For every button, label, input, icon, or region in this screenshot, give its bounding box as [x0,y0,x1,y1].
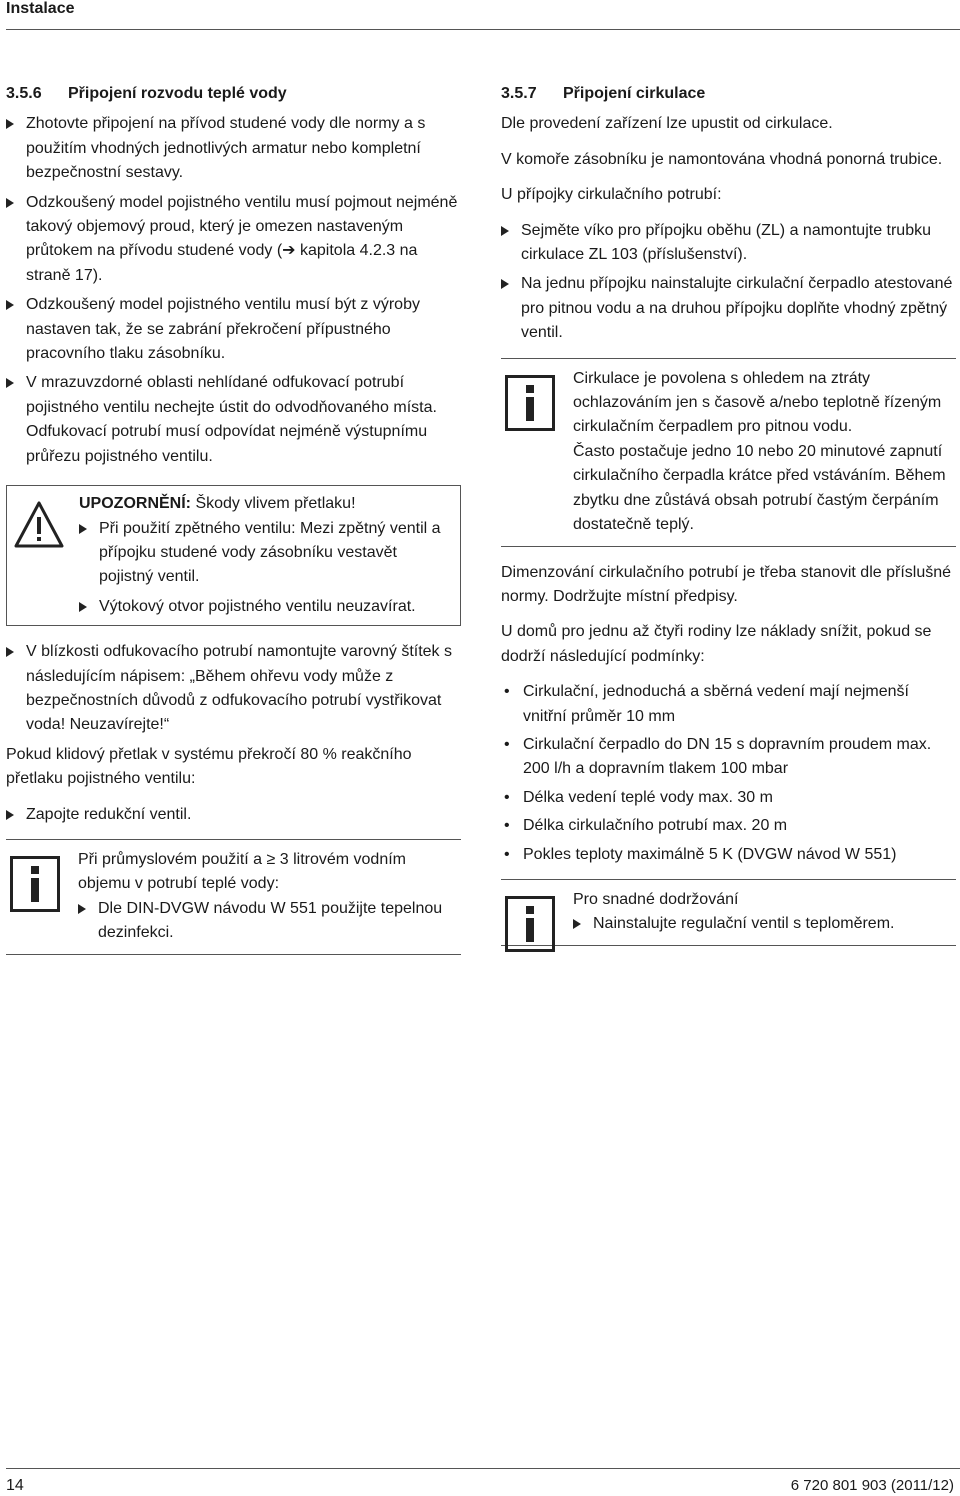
paragraph: V komoře zásobníku je namontována vhodná ponorná trubice. [501,150,943,168]
list-item-text: Při použití zpětného ventilu: Mezi zpětný ventil a přípojku studené vody zásobníku vestavět pojistný ventil. [99,519,441,586]
dot-bullet-icon: • [504,845,510,863]
list-item-text: Odzkoušený model pojistného ventilu musí pojmout nejméně takový objemový proud, který je omezen nastaveným průtokem na přívodu studené vody (➔ kapitola 4.2.3 na straně 17). [26,193,458,284]
list-item [501,219,956,268]
triangle-bullet-icon [79,602,87,612]
triangle-bullet-icon [6,300,14,310]
triangle-bullet-icon [501,279,509,289]
info-icon [505,896,555,952]
info-text: Při průmyslovém použití a ≥ 3 litrovém vodním objemu v potrubí teplé vody: [78,850,406,893]
list-item [79,517,454,590]
document-id: 6 720 801 903 (2011/12) [790,1477,954,1494]
dot-bullet-icon: • [504,735,510,753]
triangle-bullet-icon [79,524,87,534]
warning-list [79,517,454,620]
list-item-extra-text: Odfukovací potrubí musí odpovídat nejméně výstupnímu průřezu pojistného ventilu. [26,423,428,465]
page-header [6,0,960,30]
info-box [501,879,956,946]
page-number: 14 [6,1477,24,1494]
list-item-text: Zhotovte připojení na přívod studené vody dle normy a s použitím vhodných jednotlivých armatur nebo kompletní bezpečnostní sestavy. [26,115,426,182]
list-item-text: Pokles teploty maximálně 5 K (DVGW návod W 551) [523,845,897,863]
list-item-text: Na jednu přípojku nainstalujte cirkulační čerpadlo atestované pro pitnou vodu a na druhou přípojku doplňte vhodný zpětný ventil. [521,275,953,342]
list-item [6,293,461,366]
list-item [6,640,461,738]
list-item [6,371,461,469]
list-item [501,786,956,810]
info-icon [10,856,60,912]
info-text: Pro snadné dodržování [573,890,739,908]
triangle-bullet-icon [501,226,509,236]
warning-title-text: Škody vlivem přetlaku! [191,495,356,513]
list-item [501,814,956,838]
info-box [501,358,956,547]
list-item-text: Výtokový otvor pojistného ventilu neuzavírat. [99,597,416,615]
list-item [501,272,956,345]
list-item-text: V blízkosti odfukovacího potrubí namontujte varovný štítek s následujícím nápisem: „Během ohřevu vody může z bezpečnostních důvodů z odfukovacího potrubí vystřikovat voda! Neuzavírejte!“ [26,643,452,734]
list-item-text: Zapojte redukční ventil. [26,805,192,823]
warning-title [79,492,454,516]
info-list [78,897,461,946]
heading-text: Připojení cirkulace [563,85,706,102]
list-item-text: Cirkulační, jednoduchá a sběrná vedení mají nejmenší vnitřní průměr 10 mm [523,683,909,725]
list-item-text: Délka cirkulačního potrubí max. 20 m [523,817,788,835]
dot-bullet-icon: • [504,817,510,835]
info-icon [505,375,555,431]
heading-text: Připojení rozvodu teplé vody [68,85,287,102]
bullet-list [6,803,461,827]
bullet-list [501,219,956,346]
paragraph: Dimenzování cirkulačního potrubí je třeba stanovit dle příslušné normy. Dodržujte místní předpisy. [501,563,952,605]
list-item [501,843,956,867]
list-item [573,912,956,936]
warning-label: UPOZORNĚNÍ: [79,495,191,513]
section-heading-3-5-6 [6,82,461,106]
triangle-bullet-icon [6,810,14,820]
warning-triangle-icon [13,500,65,550]
list-item-text: Nainstalujte regulační ventil s teploměrem. [593,915,895,933]
paragraph: Pokud klidový přetlak v systému překročí 80 % reakčního přetlaku pojistného ventilu: [6,745,412,788]
paragraph: U domů pro jednu až čtyři rodiny lze náklady snížit, pokud se dodrží následující podmínky: [501,623,932,665]
list-item-text: Délka vedení teplé vody max. 30 m [523,788,773,806]
triangle-bullet-icon [6,378,14,388]
list-item-text: Sejměte víko pro přípojku oběhu (ZL) a namontujte trubku cirkulace ZL 103 (příslušenství). [521,221,931,264]
triangle-bullet-icon [6,647,14,657]
warning-box [6,485,461,626]
paragraph: U přípojky cirkulačního potrubí: [501,186,722,204]
bullet-list [6,112,461,469]
footer-divider [6,1468,960,1469]
list-item [6,803,461,827]
triangle-bullet-icon [573,919,581,929]
list-item-text: Odzkoušený model pojistného ventilu musí být z výroby nastaven tak, že se zabrání překročení přípustného pracovního tlaku zásobníku. [26,296,420,363]
right-column [501,82,956,960]
triangle-bullet-icon [6,119,14,129]
dot-bullet-icon: • [504,788,510,806]
list-item [78,897,461,946]
left-column [6,82,461,969]
section-heading-3-5-7 [501,82,956,106]
list-item-text: V mrazuvzdorné oblasti nehlídané odfukovací potrubí pojistného ventilu nechejte ústit do odvodňovaného místa. [26,374,437,416]
heading-number: 3.5.7 [501,85,537,102]
list-item-text: Dle DIN-DVGW návodu W 551 použijte tepelnou dezinfekci. [98,899,443,942]
header-title: Instalace [6,0,75,17]
list-item [501,680,956,729]
dot-bullet-icon: • [504,683,510,701]
triangle-bullet-icon [6,198,14,208]
list-item [6,191,461,289]
dot-list [501,680,956,867]
info-box [6,839,461,955]
list-item-text: Cirkulační čerpadlo do DN 15 s dopravním proudem max. 200 l/h a dopravním tlakem 100 mbar [523,735,932,778]
info-text: Cirkulace je povolena s ohledem na ztráty ochlazováním jen s časově a/nebo teplotně řízeným cirkulačním čerpadlem pro pitnou vodu. [573,369,942,436]
bullet-list [6,640,461,738]
info-list [573,912,956,936]
list-item [501,733,956,782]
info-text: Často postačuje jedno 10 nebo 20 minutové zapnutí cirkulačního čerpadla krátce před vstáváním. Během zbytku dne zůstává obsah potrubí častým čerpáním dostatečně teplý. [573,442,946,534]
triangle-bullet-icon [78,904,86,914]
paragraph: Dle provedení zařízení lze upustit od cirkulace. [501,115,833,133]
heading-number: 3.5.6 [6,85,42,102]
list-item [79,595,454,619]
list-item [6,112,461,185]
